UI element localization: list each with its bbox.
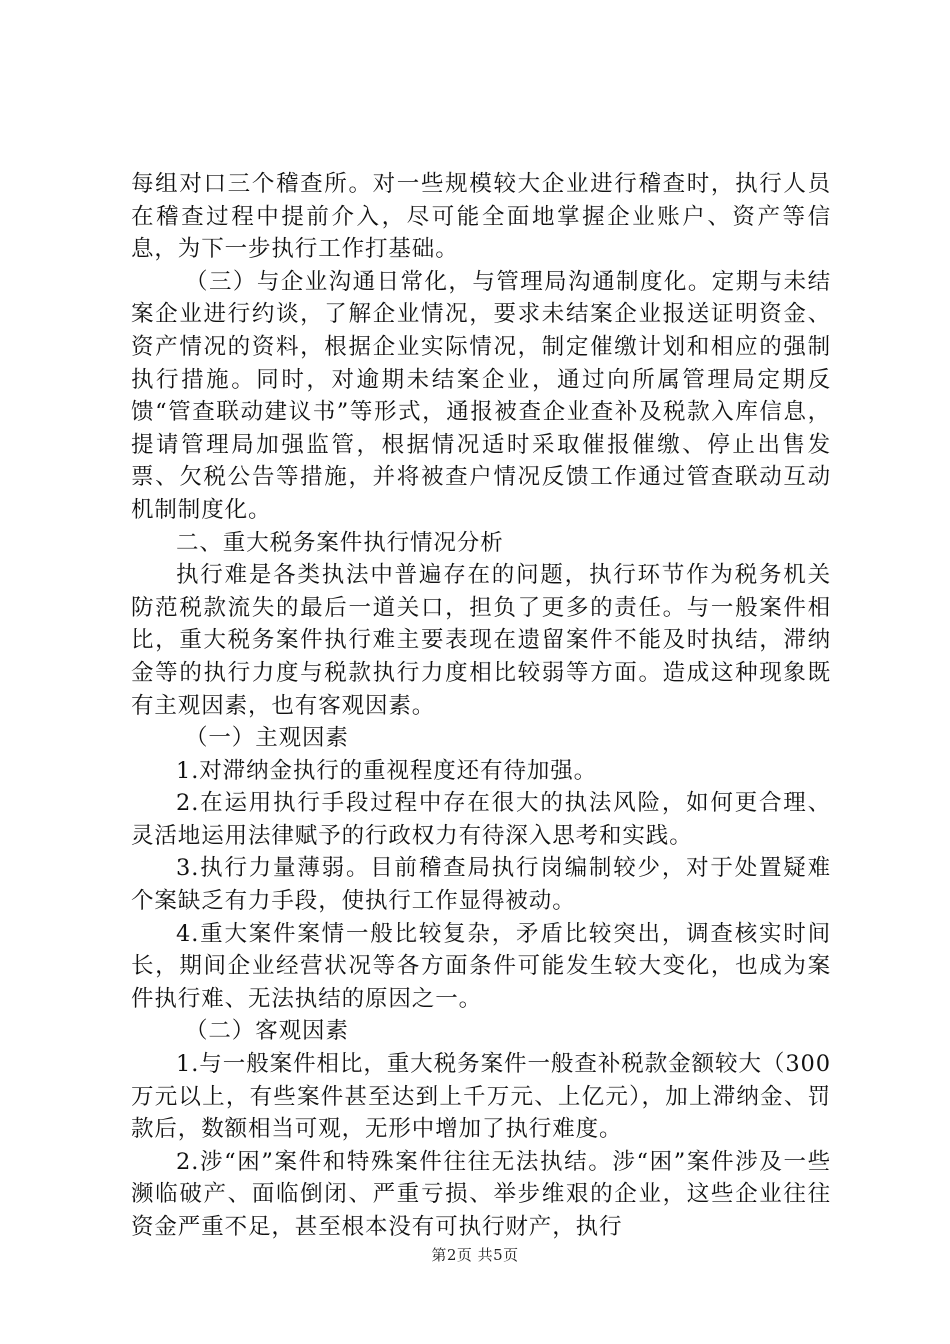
subheading-objective: （二）客观因素 — [185, 1018, 349, 1045]
list-item-subjective-2: 2.在运用执行手段过程中存在很大的执法风险，如何更合理、灵活地运用法律赋予的行政权力有待深入思考和实践。 — [131, 790, 831, 849]
paragraph-section-three: （三）与企业沟通日常化，与管理局沟通制度化。定期与未结案企业进行约谈，了解企业情况，要求未结案企业报送证明资金、资产情况的资料，根据企业实际情况，制定催缴计划和相应的强制执行措施。同时，对逾期未结案企业，通过向所属管理局定期反馈“管查联动建议书”等形式，通报被查企业查补及税款入库信息，提请管理局加强监管，根据情况适时采取催报催缴、停止出售发票、欠税公告等措施，并将被查户情况反馈工作通过管查联动互动机制制度化。 — [131, 268, 831, 523]
paragraph-continued: 每组对口三个稽查所。对一些规模较大企业进行稽查时，执行人员在稽查过程中提前介入，尽可能全面地掌握企业账户、资产等信息，为下一步执行工作打基础。 — [131, 171, 831, 263]
paragraph-analysis: 执行难是各类执法中普遍存在的问题，执行环节作为税务机关防范税款流失的最后一道关口，担负了更多的责任。与一般案件相比，重大税务案件执行难主要表现在遗留案件不能及时执结，滞纳金等的执行力度与税款执行力度相比较弱等方面。造成这种现象既有主观因素，也有客观因素。 — [131, 562, 831, 719]
subheading-subjective: （一）主观因素 — [185, 725, 349, 752]
list-item-subjective-3: 3.执行力量薄弱。目前稽查局执行岗编制较少，对于处置疑难个案缺乏有力手段，使执行工作显得被动。 — [131, 855, 831, 915]
section-heading-two: 二、重大税务案件执行情况分析 — [176, 529, 504, 556]
document-body — [131, 168, 831, 1244]
page-number-footer: 第2页 共5页 — [431, 1246, 519, 1264]
list-item-subjective-4: 4.重大案件案情一般比较复杂，矛盾比较突出，调查核实时间长，期间企业经营状况等各方面条件可能发生较大变化，也成为案件执行难、无法执结的原因之一。 — [131, 920, 831, 1012]
list-item-objective-2: 2.涉“困”案件和特殊案件往往无法执结。涉“困”案件涉及一些濒临破产、面临倒闭、严重亏损、举步维艰的企业，这些企业往往资金严重不足，甚至根本没有可执行财产，执行 — [131, 1148, 831, 1240]
list-item-objective-1: 1.与一般案件相比，重大税务案件一般查补税款金额较大（300万元以上，有些案件甚至达到上千万元、上亿元），加上滞纳金、罚款后，数额相当可观，无形中增加了执行难度。 — [131, 1051, 831, 1143]
list-item-subjective-1: 1.对滞纳金执行的重视程度还有待加强。 — [176, 757, 598, 784]
